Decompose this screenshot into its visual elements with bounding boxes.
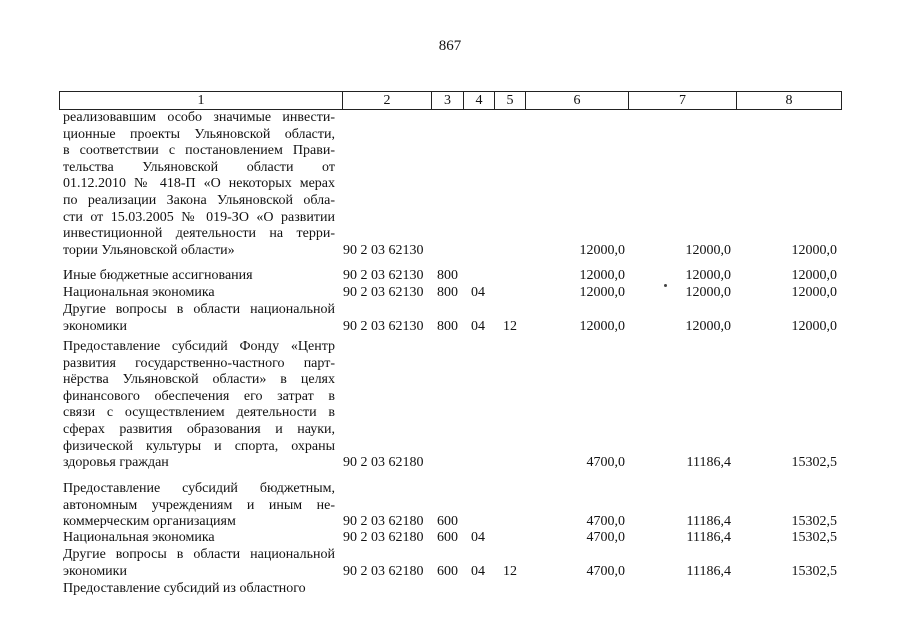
header-cell-2: 2 <box>343 92 432 110</box>
amount-year3-cell: 15302,5 <box>791 514 837 530</box>
description-line: Иные бюджетные ассигнования <box>63 268 253 283</box>
amount-year1-cell: 4700,0 <box>586 514 625 530</box>
row-description <box>63 481 335 531</box>
amount-year2-cell: 12000,0 <box>685 242 731 258</box>
description-line: физической культуры и спорта, охраны <box>63 438 335 454</box>
amount-year2-cell: 12000,0 <box>685 318 731 334</box>
amount-year1-cell: 12000,0 <box>579 318 625 334</box>
description-line: автономным учреждениям и иным не- <box>63 497 335 513</box>
amount-year1-cell: 12000,0 <box>579 285 625 300</box>
code-cell: 90 2 03 62180 <box>343 455 424 471</box>
code-cell: 90 2 03 62130 <box>343 242 424 258</box>
description-line: Другие вопросы в области национальной <box>63 547 335 562</box>
description-line: финансового обеспечения его затрат в <box>63 388 335 404</box>
description-line: 01.12.2010 № 418-П «О некоторых мерах <box>63 176 335 192</box>
row-description <box>63 302 335 335</box>
table-row <box>63 581 843 598</box>
description-line: тельства Ульяновской области от <box>63 159 335 175</box>
description-line: Национальная экономика <box>63 285 215 300</box>
row-description <box>63 581 335 598</box>
header-cell-1: 1 <box>60 92 343 110</box>
table-row <box>63 285 843 302</box>
expense-type-cell: 600 <box>437 514 458 530</box>
description-line: экономики <box>63 318 127 334</box>
description-line: сферах развития образования и науки, <box>63 421 335 437</box>
description-line: Предоставление субсидий Фонду «Центр <box>63 339 335 354</box>
code-cell: 90 2 03 62180 <box>343 530 424 545</box>
column-number-header <box>59 91 842 110</box>
description-line: реализовавшим особо значимые инвести- <box>63 110 335 125</box>
page-number: 867 <box>438 38 462 54</box>
header-cell-5: 5 <box>495 92 526 110</box>
scan-speck <box>664 284 667 287</box>
row-description <box>63 268 335 285</box>
description-line: Национальная экономика <box>63 530 215 545</box>
table-row <box>63 481 843 531</box>
table-row <box>63 302 843 335</box>
table-row <box>63 339 843 472</box>
table-row <box>63 110 843 259</box>
amount-year3-cell: 15302,5 <box>791 563 837 579</box>
amount-year3-cell: 15302,5 <box>791 455 837 471</box>
description-line: Предоставление субсидий из областного <box>63 581 306 596</box>
amount-year3-cell: 12000,0 <box>791 285 837 300</box>
description-line: нёрства Ульяновской области» в целях <box>63 372 335 388</box>
code-cell: 90 2 03 62180 <box>343 514 424 530</box>
amount-year1-cell: 12000,0 <box>579 242 625 258</box>
amount-year1-cell: 4700,0 <box>586 455 625 471</box>
row-description <box>63 110 335 259</box>
row-description <box>63 547 335 580</box>
row-description <box>63 530 335 547</box>
row-description <box>63 285 335 302</box>
expense-type-cell: 800 <box>437 268 458 283</box>
header-cell-6: 6 <box>526 92 629 110</box>
amount-year1-cell: 12000,0 <box>579 268 625 283</box>
amount-year3-cell: 12000,0 <box>791 242 837 258</box>
description-line: инвестиционной деятельности на терри- <box>63 226 335 242</box>
description-line: экономики <box>63 563 127 579</box>
amount-year2-cell: 11186,4 <box>686 530 731 545</box>
section-cell: 04 <box>471 530 485 545</box>
description-line: тории Ульяновской области» <box>63 242 235 258</box>
code-cell: 90 2 03 62130 <box>343 285 424 300</box>
section-cell: 04 <box>471 563 485 579</box>
code-cell: 90 2 03 62180 <box>343 563 424 579</box>
expense-type-cell: 600 <box>437 530 458 545</box>
description-line: ционные проекты Ульяновской области, <box>63 126 335 142</box>
header-cell-7: 7 <box>629 92 737 110</box>
code-cell: 90 2 03 62130 <box>343 268 424 283</box>
table-row <box>63 268 843 285</box>
description-line: сти от 15.03.2005 № 019-ЗО «О развитии <box>63 209 335 225</box>
amount-year1-cell: 4700,0 <box>586 530 625 545</box>
table-row <box>63 547 843 580</box>
row-description <box>63 339 335 472</box>
description-line: по реализации Закона Ульяновской обла- <box>63 192 335 208</box>
amount-year3-cell: 15302,5 <box>791 530 837 545</box>
amount-year1-cell: 4700,0 <box>586 563 625 579</box>
table-row <box>63 530 843 547</box>
header-row <box>60 92 842 110</box>
description-line: связи с осуществлением деятельности в <box>63 405 335 421</box>
section-cell: 04 <box>471 285 485 300</box>
header-cell-8: 8 <box>737 92 842 110</box>
amount-year3-cell: 12000,0 <box>791 318 837 334</box>
header-cell-3: 3 <box>432 92 464 110</box>
description-line: здоровья граждан <box>63 455 169 471</box>
section-cell: 04 <box>471 318 485 334</box>
amount-year2-cell: 12000,0 <box>685 285 731 300</box>
amount-year3-cell: 12000,0 <box>791 268 837 283</box>
description-line: развития государственно-частного парт- <box>63 355 335 371</box>
expense-type-cell: 800 <box>437 285 458 300</box>
expense-type-cell: 600 <box>437 563 458 579</box>
amount-year2-cell: 11186,4 <box>686 563 731 579</box>
code-cell: 90 2 03 62130 <box>343 318 424 334</box>
subsection-cell: 12 <box>503 563 517 579</box>
description-line: в соответствии с постановлением Прави- <box>63 143 335 159</box>
amount-year2-cell: 11186,4 <box>686 514 731 530</box>
amount-year2-cell: 12000,0 <box>685 268 731 283</box>
subsection-cell: 12 <box>503 318 517 334</box>
amount-year2-cell: 11186,4 <box>686 455 731 471</box>
expense-type-cell: 800 <box>437 318 458 334</box>
description-line: Другие вопросы в области национальной <box>63 302 335 317</box>
header-cell-4: 4 <box>464 92 495 110</box>
description-line: Предоставление субсидий бюджетным, <box>63 481 335 496</box>
description-line: коммерческим организациям <box>63 514 236 530</box>
